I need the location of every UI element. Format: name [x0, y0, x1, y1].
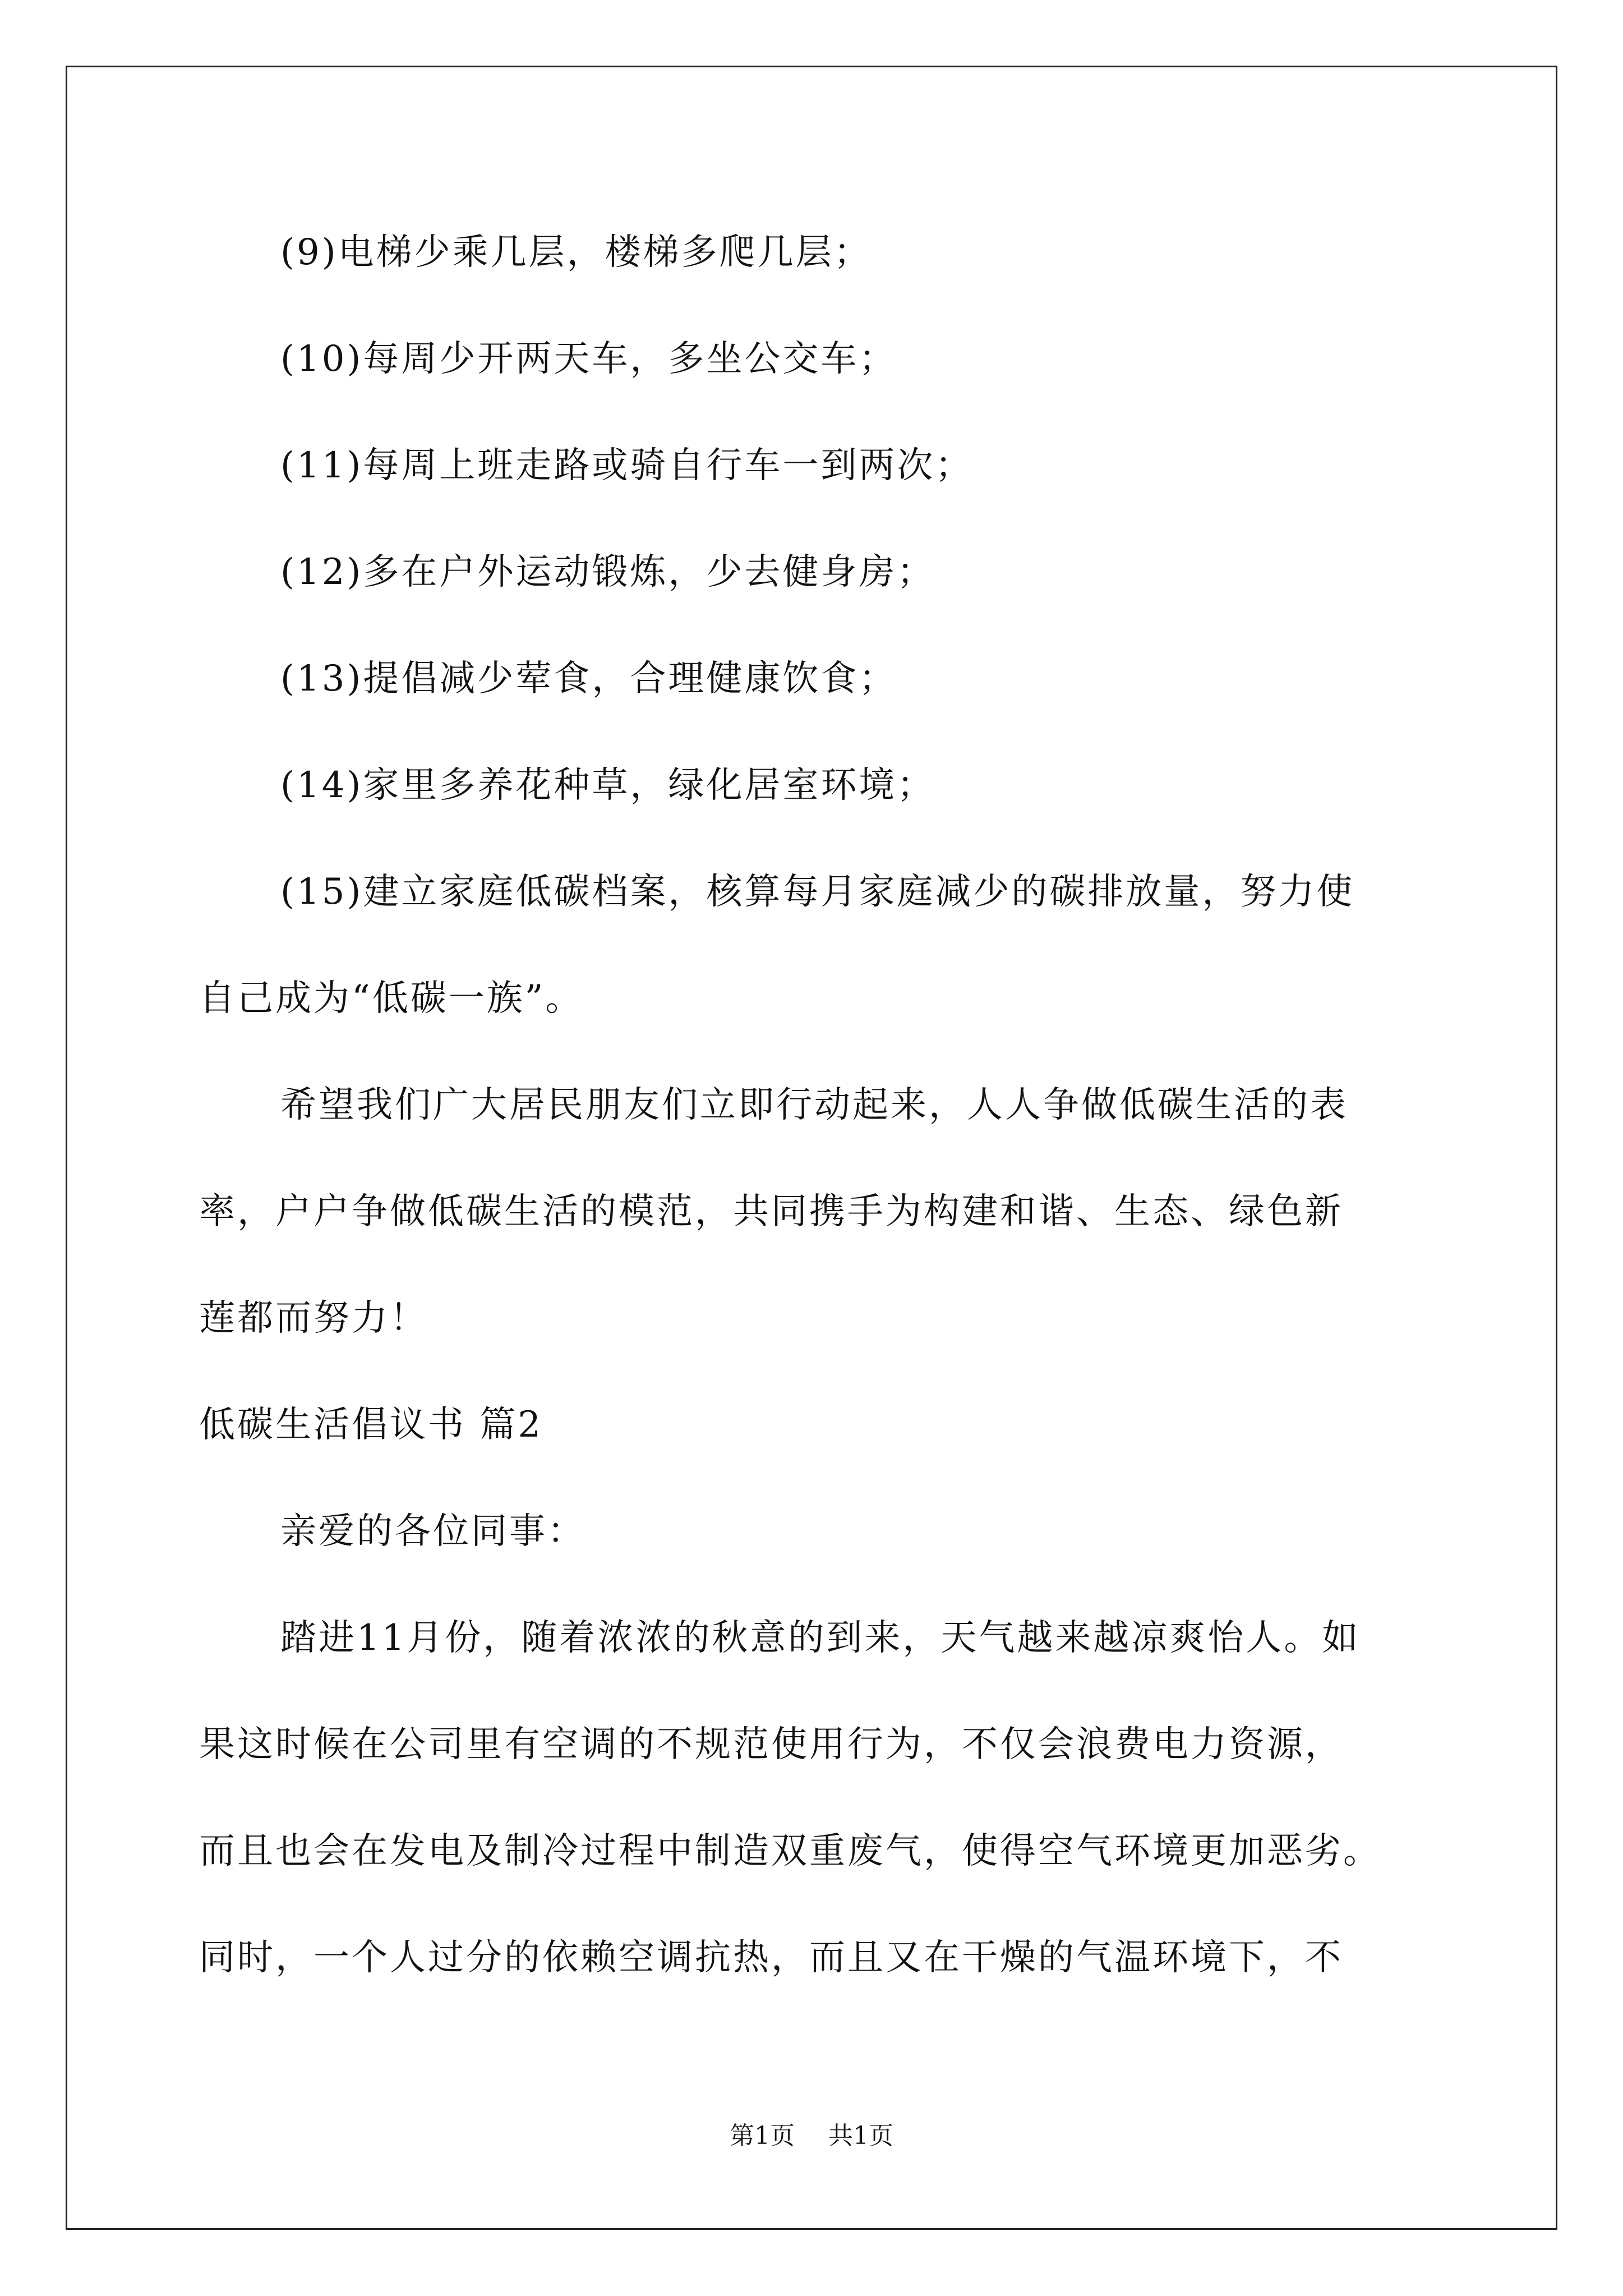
- list-item-15: (15)建立家庭低碳档案，核算每月家庭减少的碳排放量，努力使: [280, 871, 1355, 913]
- list-item-9: (9)电梯少乘几层，楼梯多爬几层；: [280, 232, 872, 273]
- list-item-10: (10)每周少开两天车，多坐公交车；: [280, 338, 897, 380]
- salutation: 亲爱的各位同事：: [280, 1511, 585, 1552]
- paragraph-line: 果这时候在公司里有空调的不规范使用行为，不仅会浪费电力资源，: [199, 1724, 1343, 1765]
- page-number-current: 第1页: [730, 2122, 795, 2150]
- page-footer: [0, 2120, 1623, 2152]
- list-item-13: (13)提倡减少荤食，合理健康饮食；: [280, 658, 897, 700]
- page-number-total: 共1页: [828, 2122, 893, 2150]
- section-heading: 低碳生活倡议书 篇2: [199, 1404, 543, 1446]
- paragraph-line: 踏进11月份，随着浓浓的秋意的到来，天气越来越凉爽怡人。如: [280, 1617, 1361, 1659]
- paragraph-line: 希望我们广大居民朋友们立即行动起来，人人争做低碳生活的表: [280, 1084, 1348, 1126]
- list-item-12: (12)多在户外运动锻炼，少去健身房；: [280, 551, 935, 593]
- paragraph-line: 率，户户争做低碳生活的模范，共同携手为构建和谐、生态、绿色新: [199, 1191, 1343, 1232]
- paragraph-line: 莲都而努力！: [199, 1297, 428, 1339]
- page-border: [66, 66, 1557, 2230]
- paragraph-line: 而且也会在发电及制冷过程中制造双重废气，使得空气环境更加恶劣。: [199, 1830, 1381, 1872]
- list-item-15-cont: 自己成为“低碳一族”。: [199, 978, 584, 1019]
- list-item-11: (11)每周上班走路或骑自行车一到两次；: [280, 445, 974, 486]
- paragraph-line: 同时，一个人过分的依赖空调抗热，而且又在干燥的气温环境下，不: [199, 1937, 1343, 1978]
- list-item-14: (14)家里多养花种草，绿化居室环境；: [280, 765, 935, 806]
